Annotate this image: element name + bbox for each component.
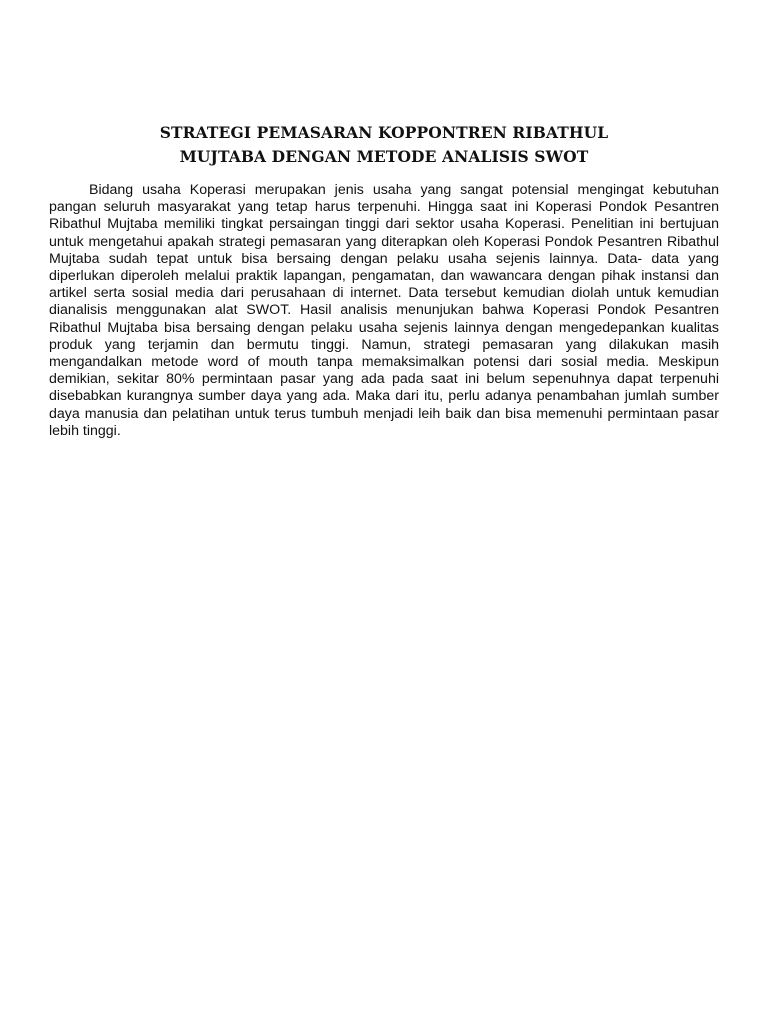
document-title-line-1: STRATEGI PEMASARAN KOPPONTREN RIBATHUL [159,123,609,142]
document-title-line-2: MUJTABA DENGAN METODE ANALISIS SWOT [179,147,589,166]
document-title [48,121,720,169]
abstract-paragraph: Bidang usaha Koperasi merupakan jenis usaha yang sangat potensial mengingat kebutuhan pangan seluruh masyarakat yang tetap harus terpenuhi. Hingga saat ini Koperasi Pondok Pesantren Ribathul Mujtaba memiliki tingkat persaingan tinggi dari sektor usaha Koperasi. Penelitian ini bertujuan untuk mengetahui apakah strategi pemasaran yang diterapkan oleh Koperasi Pondok Pesantren Ribathul Mujtaba sudah tepat untuk bisa bersaing dengan pelaku usaha sejenis lainnya. Data- data yang diperlukan diperoleh melalui praktik lapangan, pengamatan, dan wawancara dengan pihak instansi dan artikel serta sosial media dari perusahaan di internet. Data tersebut kemudian diolah untuk kemudian dianalisis menggunakan alat SWOT. Hasil analisis menunjukan bahwa Koperasi Pondok Pesantren Ribathul Mujtaba bisa bersaing dengan pelaku usaha sejenis lainnya dengan mengedepankan kualitas produk yang terjamin dan bermutu tinggi. Namun, strategi pemasaran yang dilakukan masih mengandalkan metode word of mouth tanpa memaksimalkan potensi dari sosial media. Meskipun demikian, sekitar 80% permintaan pasar yang ada pada saat ini belum sepenuhnya dapat terpenuhi disebabkan kurangnya sumber daya yang ada. Maka dari itu, perlu adanya penambahan jumlah sumber daya manusia dan pelatihan untuk terus tumbuh menjadi leih baik dan bisa memenuhi permintaan pasar lebih tinggi. [49,182,719,439]
